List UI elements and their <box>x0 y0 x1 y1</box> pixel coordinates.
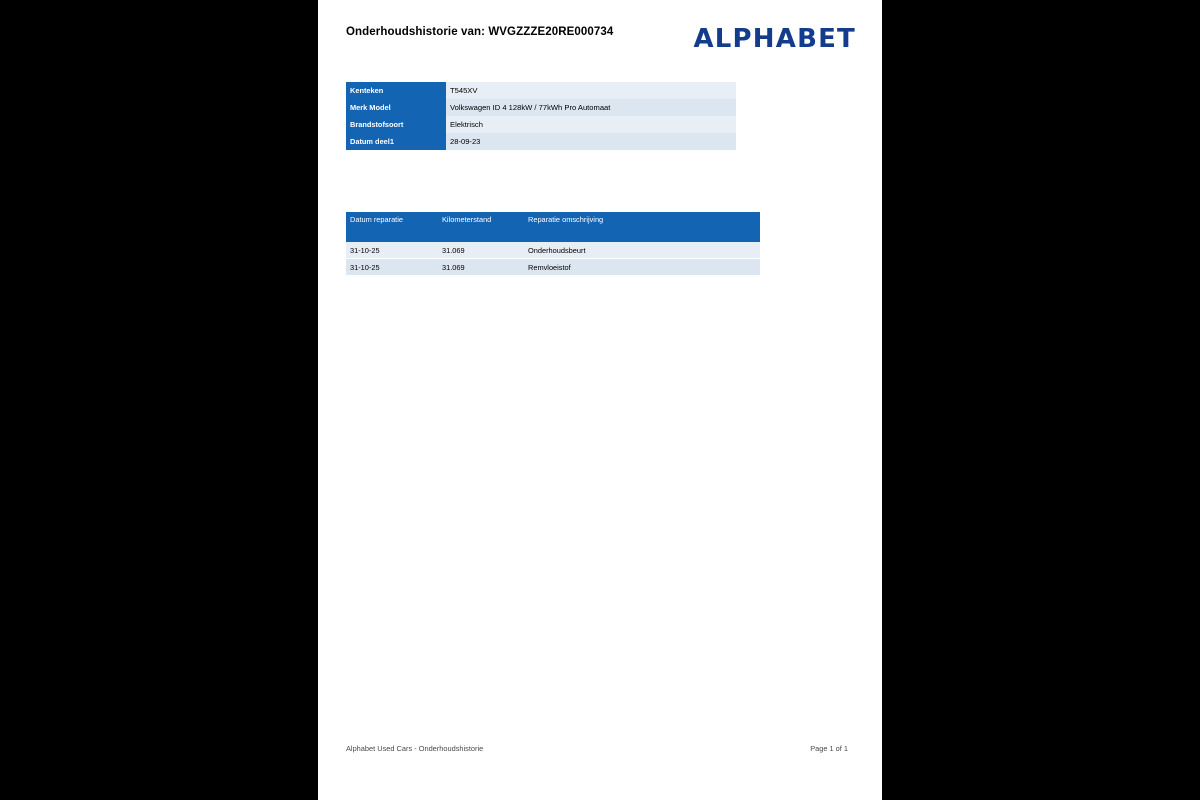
repair-km: 31.069 <box>438 242 524 259</box>
table-row <box>346 99 736 116</box>
vehicle-info-value: 28-09-23 <box>446 133 736 150</box>
vehicle-info-value: Volkswagen ID 4 128kW / 77kWh Pro Automaat <box>446 99 736 116</box>
repair-description: Remvloeistof <box>524 259 760 276</box>
repairs-header-row <box>346 212 760 242</box>
page-title: Onderhoudshistorie van: WVGZZZE20RE000734 <box>346 26 614 38</box>
repair-description: Onderhoudsbeurt <box>524 242 760 259</box>
repair-km: 31.069 <box>438 259 524 276</box>
footer-page-number: Page 1 of 1 <box>810 744 848 753</box>
vehicle-info-label: Kenteken <box>346 82 446 99</box>
footer-source-text: Alphabet Used Cars - Onderhoudshistorie <box>346 744 484 753</box>
repairs-table <box>346 212 760 276</box>
vehicle-info-value: Elektrisch <box>446 116 736 133</box>
repairs-column-date: Datum reparatie <box>346 212 438 242</box>
repairs-column-km: Kilometerstand <box>438 212 524 242</box>
document-page <box>318 0 882 800</box>
repair-date: 31-10-25 <box>346 242 438 259</box>
repair-date: 31-10-25 <box>346 259 438 276</box>
table-row <box>346 133 736 150</box>
table-row <box>346 242 760 259</box>
table-row <box>346 259 760 276</box>
table-row <box>346 82 736 99</box>
vehicle-info-value: T545XV <box>446 82 736 99</box>
vehicle-info-label: Merk Model <box>346 99 446 116</box>
repairs-column-description: Reparatie omschrijving <box>524 212 760 242</box>
vehicle-info-table <box>346 82 736 150</box>
vehicle-info-label: Brandstofsoort <box>346 116 446 133</box>
alphabet-logo: ALPHABET <box>693 24 856 54</box>
vehicle-info-label: Datum deel1 <box>346 133 446 150</box>
table-row <box>346 116 736 133</box>
